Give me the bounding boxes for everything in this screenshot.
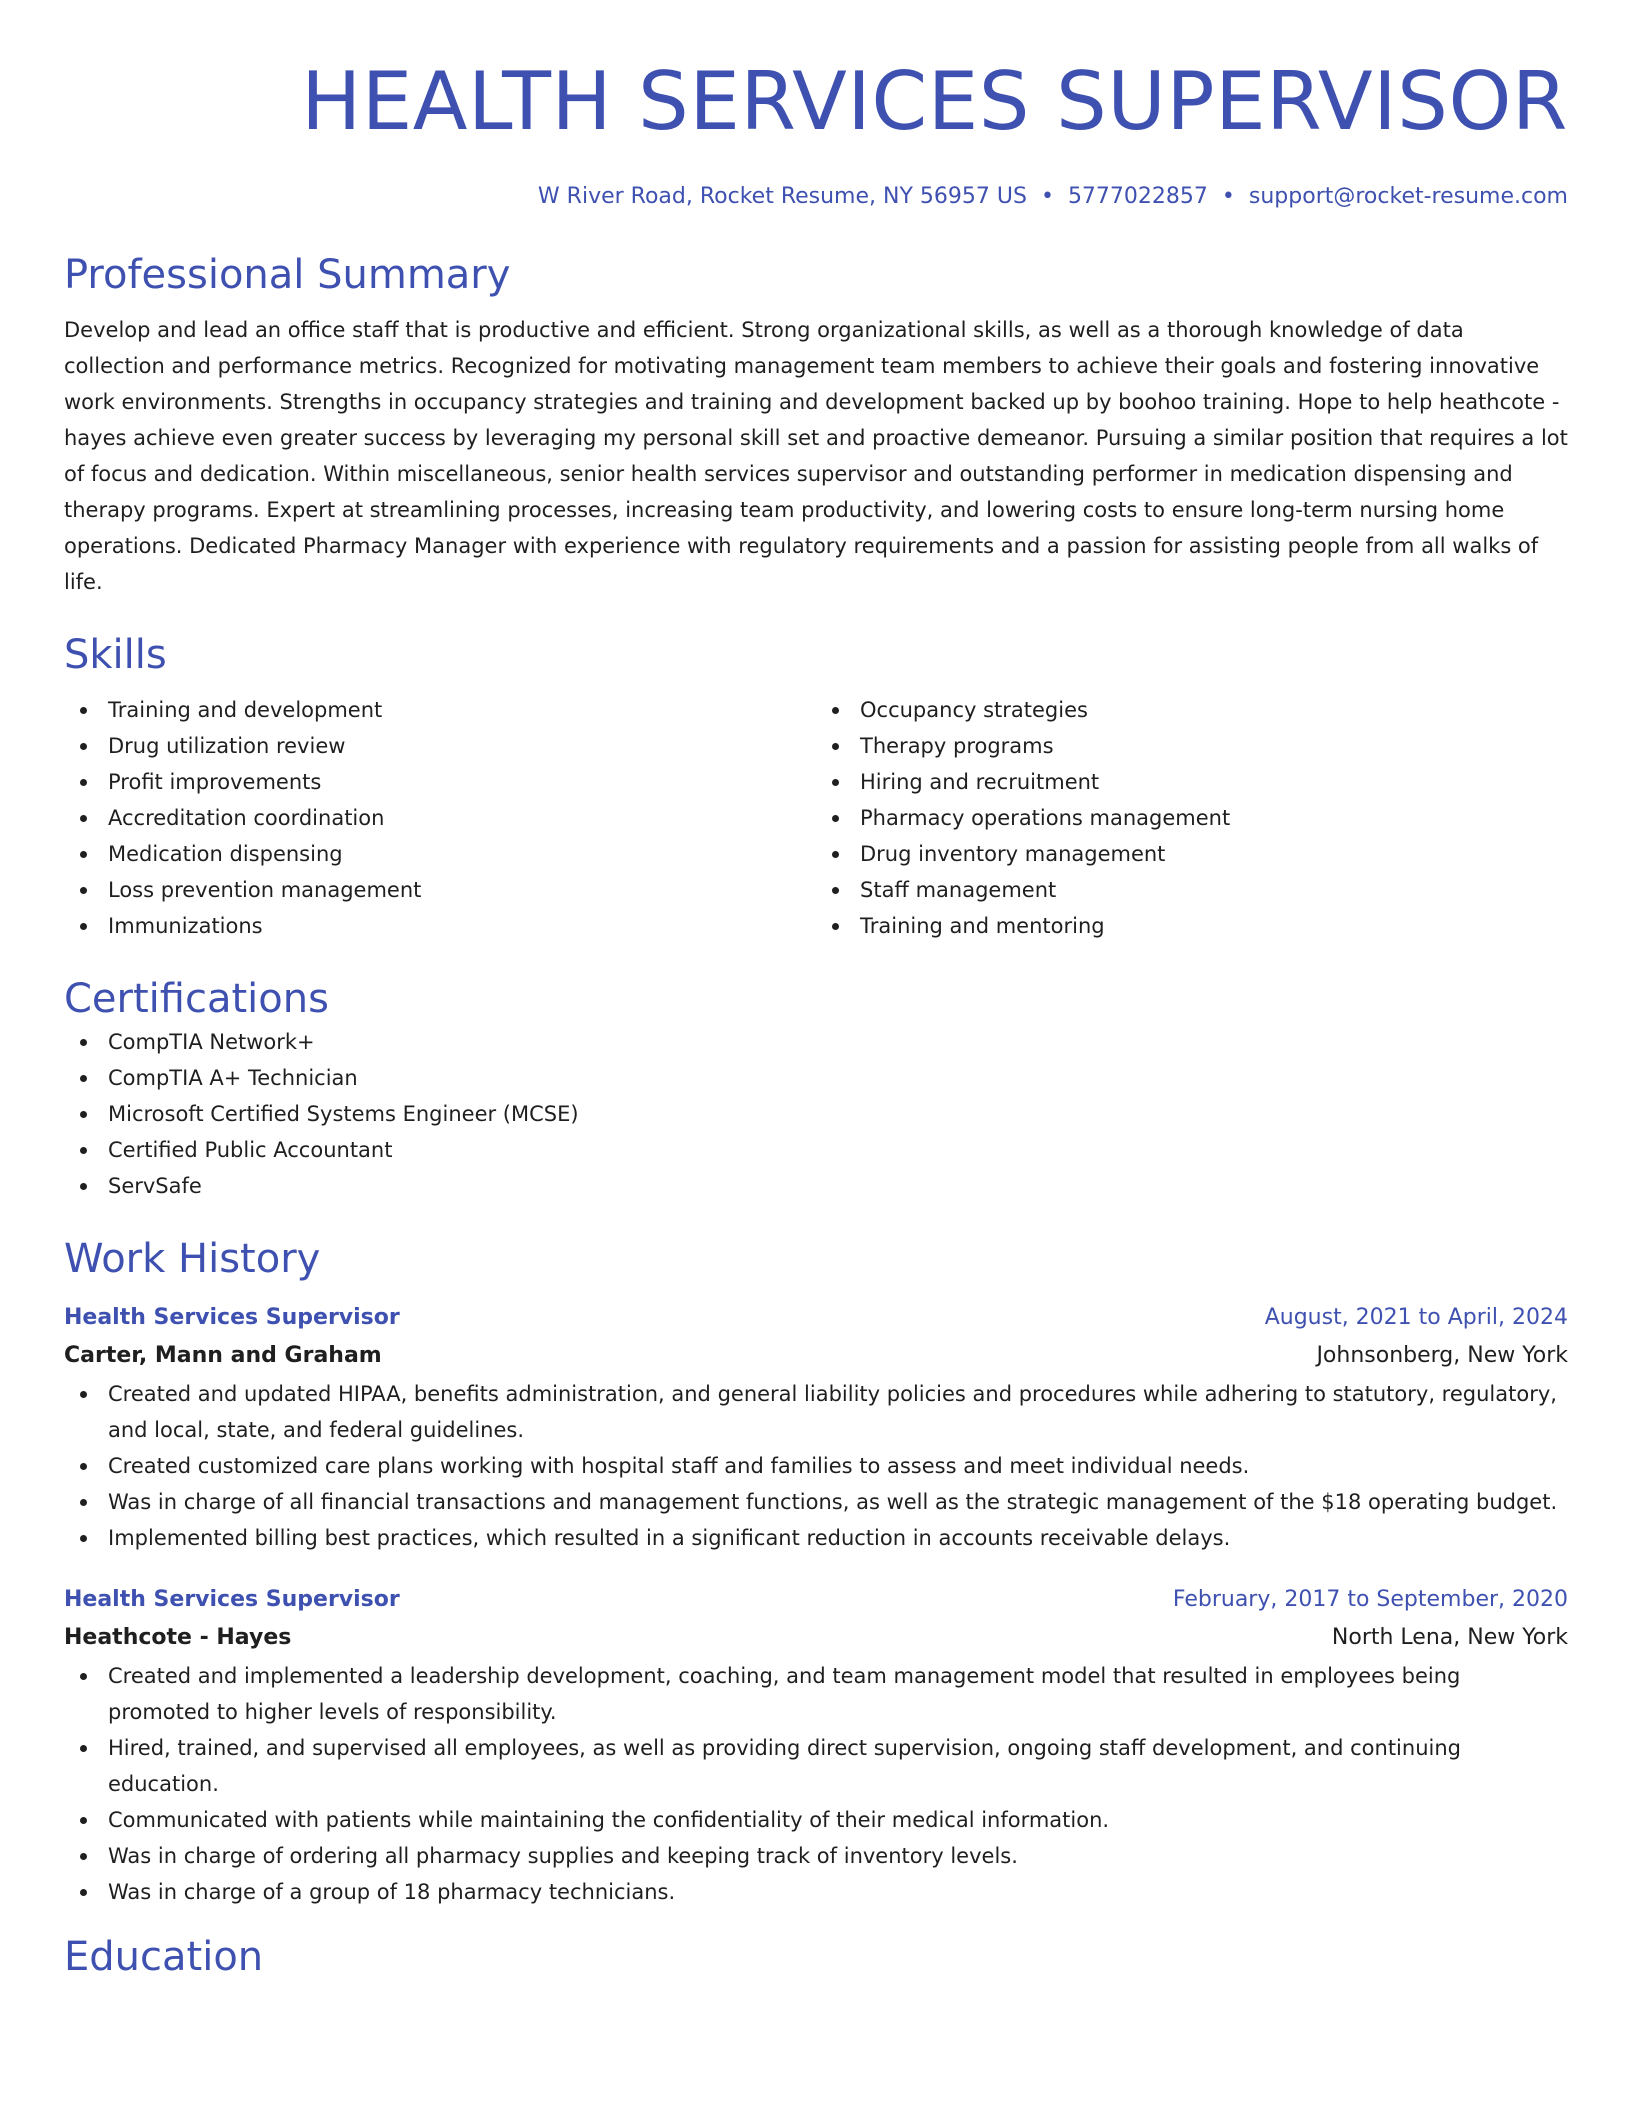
job-duty-text: Implemented billing best practices, which resulted in a significant reduction in accounts receivable delays. [108,1526,1231,1550]
job-dates: August, 2021 to April, 2024 [1264,1305,1568,1330]
bullet-dot [80,1075,87,1082]
section-title-summary: Professional Summary [64,252,511,298]
skill-item [64,908,816,944]
job-duty-item [64,1520,1568,1556]
bullet-dot [80,1853,87,1860]
job-duty-item [64,1730,1568,1802]
job-duties-list [64,1658,1568,1910]
skill-label: Immunizations [108,914,263,938]
summary-text: Develop and lead an office staff that is productive and efficient. Strong organizational skills, as well as a thorough knowledge of data collection and performance metrics. Recognized for motivating management team members to achieve their goals and fostering innovative work environments. Strengths in occupancy strategies and training and development backed up by boohoo training. Hope to help heathcote - hayes achieve even greater success by leveraging my personal skill set and proactive demeanor. Pursuing a similar position that requires a lot of focus and dedication. Within miscellaneous, senior health services supervisor and outstanding performer in medication dispensing and therapy programs. Expert at streamlining processes, increasing team productivity, and lowering costs to ensure long-term nursing home operations. Dedicated Pharmacy Manager with experience with regulatory requirements and a passion for assisting people from all walks of life. [64,318,1568,594]
bullet-dot [80,1391,87,1398]
bullet-dot [80,923,87,930]
skill-item [816,800,1568,836]
job-header-row [64,1300,1568,1336]
certification-item [64,1132,1568,1168]
bullet-dot [80,887,87,894]
job-duty-text: Created and implemented a leadership development, coaching, and team management model that resulted in employees being promoted to higher levels of responsibility. [108,1664,1461,1724]
job-entry [64,1582,1568,1910]
bullet-dot [80,851,87,858]
bullet-dot [80,1463,87,1470]
job-duties-list [64,1376,1568,1556]
skill-label: Profit improvements [108,770,322,794]
job-title: Health Services Supervisor [64,1587,400,1612]
certification-label: CompTIA A+ Technician [108,1066,358,1090]
skill-item [64,764,816,800]
job-company: Heathcote - Hayes [64,1625,292,1650]
job-duty-item [64,1448,1568,1484]
skill-item [816,692,1568,728]
bullet-dot [80,1111,87,1118]
skills-grid [64,692,1568,944]
job-dates: February, 2017 to September, 2020 [1172,1587,1568,1612]
skill-item [816,908,1568,944]
job-company: Carter, Mann and Graham [64,1343,382,1368]
candidate-name: HEALTH SERVICES SUPERVISOR [301,55,1568,148]
contact-separator: • [1040,184,1054,209]
job-duty-text: Was in charge of ordering all pharmacy supplies and keeping track of inventory levels. [108,1844,1018,1868]
job-title: Health Services Supervisor [64,1305,400,1330]
skill-label: Staff management [860,878,1057,902]
bullet-dot [80,743,87,750]
contact-separator: • [1221,184,1235,209]
bullet-dot [80,1499,87,1506]
skill-label: Pharmacy operations management [860,806,1231,830]
skill-item [64,800,816,836]
job-company-row [64,1336,1568,1376]
contact-phone: 5777022857 [1067,184,1208,209]
skill-label: Therapy programs [860,734,1054,758]
skills-column-right [816,692,1568,944]
job-duty-text: Was in charge of all financial transactions and management functions, as well as the strategic management of the $18 operating budget. [108,1490,1558,1514]
section-title-certifications: Certifications [64,976,329,1022]
section-title-skills: Skills [64,632,167,678]
bullet-dot [80,1673,87,1680]
job-duty-text: Was in charge of a group of 18 pharmacy technicians. [108,1880,676,1904]
section-title-education: Education [64,1934,264,1980]
skill-item [816,764,1568,800]
job-entry [64,1300,1568,1556]
bullet-dot [80,1183,87,1190]
job-duty-text: Communicated with patients while maintaining the confidentiality of their medical information. [108,1808,1110,1832]
bullet-dot [80,1889,87,1896]
contact-email[interactable]: support@rocket-resume.com [1248,184,1568,209]
skill-label: Accreditation coordination [108,806,385,830]
bullet-dot [80,1147,87,1154]
skill-item [816,836,1568,872]
bullet-dot [80,1039,87,1046]
certification-label: Certified Public Accountant [108,1138,393,1162]
skill-label: Drug inventory management [860,842,1166,866]
job-location: North Lena, New York [1331,1625,1568,1650]
certification-item [64,1168,1568,1204]
certification-item [64,1024,1568,1060]
skill-item [64,836,816,872]
skills-list-right [816,692,1568,944]
job-duty-text: Hired, trained, and supervised all employees, as well as providing direct supervision, ongoing staff development, and continuing education. [108,1736,1461,1796]
skill-label: Hiring and recruitment [860,770,1100,794]
skill-label: Training and development [108,698,383,722]
skill-item [816,872,1568,908]
bullet-dot [832,923,839,930]
certification-label: Microsoft Certified Systems Engineer (MCSE) [108,1102,579,1126]
certification-item [64,1060,1568,1096]
certifications-list [64,1024,1568,1204]
skill-item [64,728,816,764]
skill-item [64,692,816,728]
job-duty-item [64,1484,1568,1520]
job-duty-item [64,1802,1568,1838]
skill-label: Occupancy strategies [860,698,1088,722]
bullet-dot [832,779,839,786]
bullet-dot [80,1817,87,1824]
job-duty-item [64,1874,1568,1910]
job-duty-item [64,1376,1568,1448]
skill-label: Loss prevention management [108,878,422,902]
bullet-dot [832,743,839,750]
bullet-dot [80,815,87,822]
certification-label: ServSafe [108,1174,202,1198]
skill-label: Medication dispensing [108,842,343,866]
contact-address: W River Road, Rocket Resume, NY 56957 US [537,184,1027,209]
job-duty-item [64,1838,1568,1874]
skills-column-left [64,692,816,944]
bullet-dot [80,779,87,786]
skill-item [816,728,1568,764]
bullet-dot [832,707,839,714]
section-title-work-history: Work History [64,1236,321,1282]
bullet-dot [832,851,839,858]
job-company-row [64,1618,1568,1658]
bullet-dot [80,1535,87,1542]
job-duty-text: Created and updated HIPAA, benefits administration, and general liability policies and procedures while adhering to statutory, regulatory, and local, state, and federal guidelines. [108,1382,1557,1442]
contact-line [64,182,1568,212]
bullet-dot [80,1745,87,1752]
job-duty-item [64,1658,1568,1730]
bullet-dot [832,815,839,822]
certification-label: CompTIA Network+ [108,1030,315,1054]
skills-list-left [64,692,816,944]
bullet-dot [832,887,839,894]
bullet-dot [80,707,87,714]
skill-label: Training and mentoring [860,914,1105,938]
job-duty-text: Created customized care plans working with hospital staff and families to assess and meet individual needs. [108,1454,1250,1478]
skill-label: Drug utilization review [108,734,346,758]
certification-item [64,1096,1568,1132]
skill-item [64,872,816,908]
job-header-row [64,1582,1568,1618]
job-location: Johnsonberg, New York [1316,1343,1568,1368]
